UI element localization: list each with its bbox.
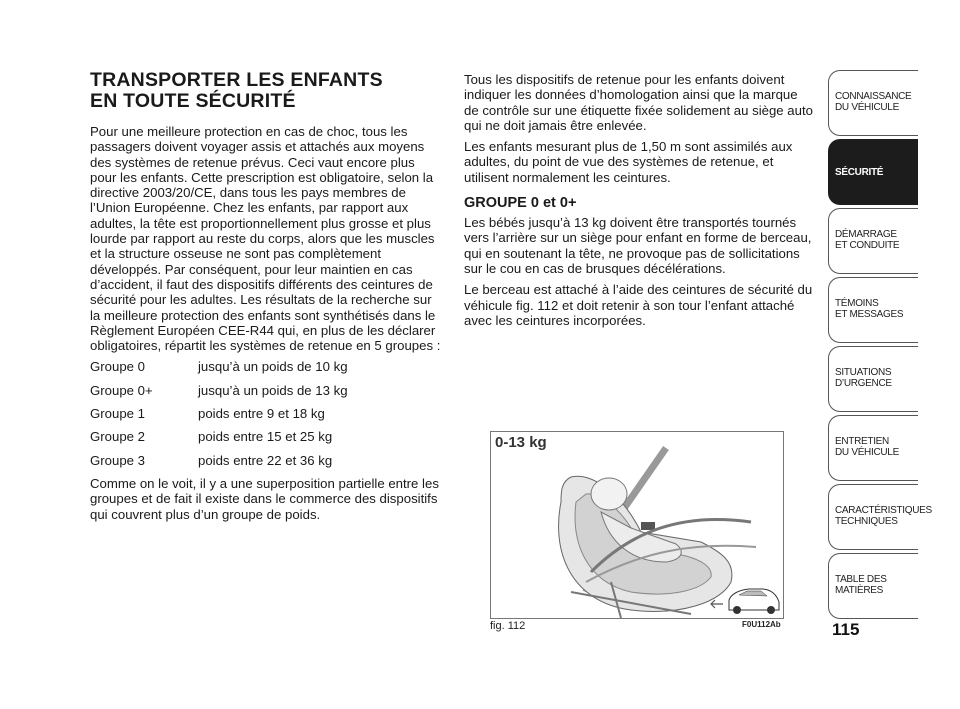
tab-demarrage-et-conduite[interactable]: DÉMARRAGE ET CONDUITE bbox=[828, 208, 918, 274]
arrow-left-icon bbox=[711, 600, 723, 608]
right-column bbox=[464, 72, 814, 334]
page-title bbox=[90, 70, 442, 112]
right-paragraph-2: Les enfants mesurant plus de 1,50 m sont assimilés aux adultes, du point de vue des systèmes de retenue, et utilisent normalement les ceintures. bbox=[464, 139, 793, 185]
group-row: Groupe 2 poids entre 15 et 25 kg bbox=[90, 429, 333, 445]
title-line-1: TRANSPORTER LES ENFANTS bbox=[90, 69, 383, 91]
tab-situations-durgence[interactable]: SITUATIONS D’URGENCE bbox=[828, 346, 918, 412]
tab-table-des-matieres[interactable]: TABLE DES MATIÈRES bbox=[828, 553, 918, 619]
groups-list bbox=[90, 359, 442, 467]
intro-paragraph: Pour une meilleure protection en cas de choc, tous les passagers doivent voyager assis et attachés aux moyens des systèmes de retenue prévus. Ceci vaut encore plus pour les enfants. Cette prescription est obligatoire, selon la directive 2003/20/CE, dans tous les pays membres de l’Union Européenne. Chez les enfants, par rapport aux adultes, la tête est proportionnellement plus grosse et plus lourde par rapport au reste du corps, alors que les muscles et la structure osseuse ne sont pas complètement développés. Par conséquent, pour leur maintien en cas d’accident, il faut des dispositifs différents des ceintures de sécurité pour les adultes. Les résultats de la recherche sur la meilleure protection des enfants sont synthétisés dans le Règlement Européen CEE-R44 qui, en plus de les déclarer obligatoires, répartit les systèmes de retenue en 5 groupes : bbox=[90, 124, 441, 354]
figure-caption: fig. 112 bbox=[490, 620, 526, 632]
chapter-sidebar bbox=[828, 70, 932, 622]
right-paragraph-3: Les bébés jusqu’à 13 kg doivent être transportés tournés vers l’arrière sur un siège pour enfant en forme de berceau, qui en soutenant la tête, ne provoque pas de sollicitations sur le cou en cas de brusques décélérations. bbox=[464, 215, 812, 276]
right-paragraph-4: Le berceau est attaché à l’aide des ceintures de sécurité du véhicule fig. 112 et doit retenir à son tour l’enfant attaché avec les ceintures incorporées. bbox=[464, 282, 813, 328]
figure-weight-label: 0-13 kg bbox=[495, 434, 547, 451]
tab-caracteristiques-techniques[interactable]: CARACTÉRISTIQUES TECHNIQUES bbox=[828, 484, 918, 550]
right-paragraph-1: Tous les dispositifs de retenue pour les enfants doivent indiquer les données d’homologation ainsi que la marque de contrôle sur une étiquette fixée solidement au siège auto qui ne doit jamais être enlevée. bbox=[464, 72, 813, 133]
tab-temoins-et-messages[interactable]: TÉMOINS ET MESSAGES bbox=[828, 277, 918, 343]
page-number: 115 bbox=[832, 620, 860, 639]
section-heading: GROUPE 0 et 0+ bbox=[464, 195, 577, 212]
group-row: Groupe 3 poids entre 22 et 36 kg bbox=[90, 452, 333, 468]
outro-paragraph: Comme on le voit, il y a une superposition partielle entre les groupes et de fait il existe dans le commerce des dispositifs qui couvrent plus d’un groupe de poids. bbox=[90, 475, 439, 522]
figure-112 bbox=[490, 431, 784, 619]
group-row: Groupe 0+ jusqu’à un poids de 13 kg bbox=[90, 382, 348, 398]
tab-connaissance-du-vehicule[interactable]: CONNAISSANCE DU VÉHICULE bbox=[828, 70, 918, 136]
tab-entretien-du-vehicule[interactable]: ENTRETIEN DU VÉHICULE bbox=[828, 415, 918, 481]
group-row: Groupe 1 poids entre 9 et 18 kg bbox=[90, 406, 325, 422]
figure-code: F0U112Ab bbox=[742, 620, 781, 629]
title-line-2: EN TOUTE SÉCURITÉ bbox=[90, 90, 296, 112]
tab-securite[interactable]: SÉCURITÉ bbox=[828, 139, 918, 205]
baby-seat-illustration bbox=[491, 432, 783, 618]
group-row: Groupe 0 jusqu’à un poids de 10 kg bbox=[90, 359, 348, 375]
left-column bbox=[90, 70, 442, 528]
car-icon bbox=[729, 589, 779, 614]
